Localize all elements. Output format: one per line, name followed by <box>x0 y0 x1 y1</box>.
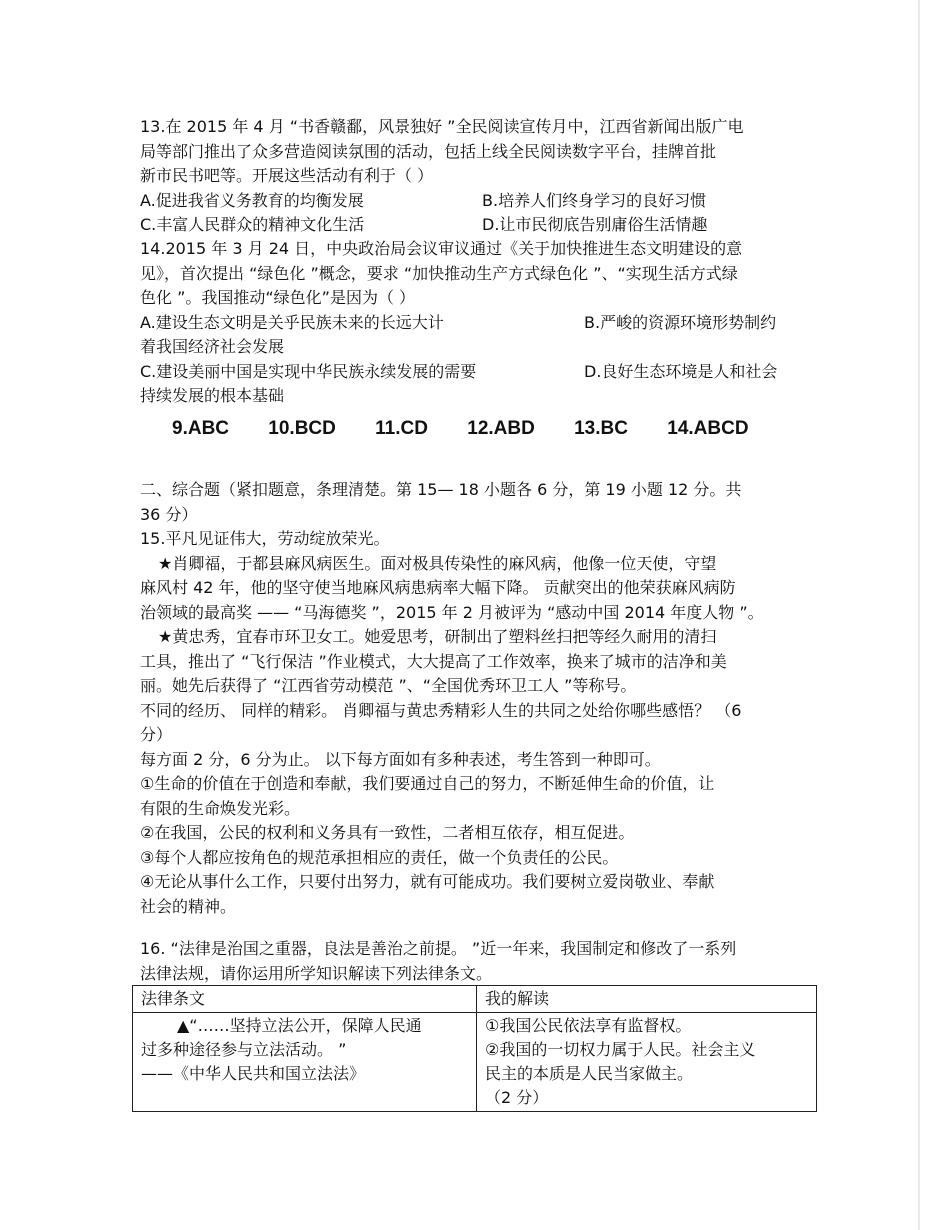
q15-para1-line: 麻风村 42 年，他的坚守使当地麻风病患病率大幅下降。 贡献突出的他荣获麻风病防 <box>140 578 736 597</box>
interpretation-line: ②我国的一切权力属于人民。社会主义 <box>485 1040 756 1059</box>
answer-13: 13.BC <box>574 418 628 439</box>
answer-9: 9.ABC <box>172 418 230 439</box>
answer-12: 12.ABD <box>467 418 535 439</box>
q14-option-a: A.建设生态文明是关乎民族未来的长远大计 <box>140 312 444 332</box>
answer-14: 14.ABCD <box>667 418 749 439</box>
law-text-line: 过多种途径参与立法活动。 ” <box>141 1040 347 1059</box>
spacer <box>141 1086 468 1110</box>
q13-stem-line: 13.在 2015 年 4 月 “书香赣鄱，风景独好 ”全民阅读宣传月中，江西省新闻出版广电 <box>140 117 744 136</box>
q16-stem-line: 16. “法律是治国之重器，良法是善治之前提。 ”近一年来，我国制定和修改了一系列 <box>140 939 737 958</box>
q14-option-d-cont: 持续发展的根本基础 <box>140 386 285 405</box>
interpretation-line: 民主的本质是人民当家做主。 <box>485 1064 694 1083</box>
q15-question-line: 分） <box>140 725 173 744</box>
section-2 <box>140 478 810 919</box>
interpretation-line: ①我国公民依法享有监督权。 <box>485 1016 692 1035</box>
q15-answer-point: 社会的精神。 <box>140 896 237 916</box>
answer-key <box>172 418 783 440</box>
q13-option-row <box>140 213 810 238</box>
q13-stem-line: 新市民书吧等。开展这些活动有利于（ ） <box>140 166 434 185</box>
question-13 <box>140 115 810 238</box>
law-source-line: ——《中华人民共和国立法法》 <box>141 1064 366 1083</box>
q15-scoring-note: 每方面 2 分，6 分为止。 以下每方面如有多种表述，考生答到一种即可。 <box>140 749 661 769</box>
answer-10: 10.BCD <box>268 418 336 439</box>
q14-stem-line: 见》，首次提出 “绿色化 ”概念，要求 “加快推动生产方式绿色化 ”、“实现生活方式绿 <box>140 263 738 283</box>
interpretation-cell <box>477 1013 817 1112</box>
interpretation-score: （2 分） <box>485 1088 549 1107</box>
q14-option-row <box>140 384 810 409</box>
q14-option-row <box>140 360 810 385</box>
q15-answer-point: ②在我国，公民的权利和义务具有一致性，二者相互依存，相互促进。 <box>140 823 635 842</box>
section-heading-line: 二、综合题（紧扣题意，条理清楚。第 15— 18 小题各 6 分，第 19 小题 12 分。共 <box>140 480 742 499</box>
q14-option-d: D.良好生态环境是人和社会 <box>584 361 778 381</box>
q15-answer-point: 有限的生命焕发光彩。 <box>140 798 301 818</box>
q13-option-d: D.让市民彻底告别庸俗生活情趣 <box>482 215 708 234</box>
q14-stem-line: 色化 ”。我国推动“绿色化”是因为（ ） <box>140 288 416 307</box>
q15-title: 15.平凡见证伟大，劳动绽放荣光。 <box>140 529 390 548</box>
q15-answer-point: ④无论从事什么工作，只要付出努力，就有可能成功。我们要树立爱岗敬业、奉献 <box>140 872 715 891</box>
q13-option-a: A.促进我省义务教育的均衡发展 <box>140 190 364 210</box>
answer-11: 11.CD <box>375 418 428 439</box>
law-table <box>132 985 817 1112</box>
page-edge <box>918 0 920 1230</box>
law-text-cell <box>133 1013 477 1112</box>
table-header-law: 法律条文 <box>133 986 477 1013</box>
question-14 <box>140 237 810 409</box>
q15-para1-line: 治领域的最高奖 —— “马海德奖 ”，2015 年 2 月被评为 “感动中国 2014 年度人物 ”。 <box>140 602 764 622</box>
q15-answer-point: ①生命的价值在于创造和奉献，我们要通过自己的努力，不断延伸生命的价值，让 <box>140 774 715 793</box>
law-text-line: ▲“……坚持立法公开，保障人民通 <box>177 1016 422 1035</box>
q15-para2-line: 丽。她先后获得了 “江西省劳动模范 ”、“全国优秀环卫工人 ”等称号。 <box>140 676 637 695</box>
q13-stem-line: 局等部门推出了众多营造阅读氛围的活动，包括上线全民阅读数字平台，挂牌首批 <box>140 141 717 161</box>
q14-option-row <box>140 335 810 360</box>
q15-answer-point: ③每个人都应按角色的规范承担相应的责任，做一个负责任的公民。 <box>140 847 619 867</box>
q14-option-row <box>140 311 810 336</box>
q14-stem-line: 14.2015 年 3 月 24 日，中央政治局会议审议通过《关于加快推进生态文明建设的意 <box>140 239 743 258</box>
q13-option-c: C.丰富人民群众的精神文化生活 <box>140 215 365 234</box>
q13-option-row <box>140 189 810 214</box>
table-row <box>133 1013 817 1112</box>
q14-option-c: C.建设美丽中国是实现中华民族永续发展的需要 <box>140 361 477 381</box>
q16-stem-line: 法律法规，请你运用所学知识解读下列法律条文。 <box>140 963 493 983</box>
q13-option-b: B.培养人们终身学习的良好习惯 <box>482 190 707 210</box>
q15-para2-line: 工具，推出了 “飞行保洁 ”作业模式，大大提高了工作效率，换来了城市的洁净和美 <box>140 651 727 671</box>
question-16 <box>140 937 810 986</box>
q14-option-b-cont: 着我国经济社会发展 <box>140 337 285 356</box>
section-heading-line: 36 分） <box>140 504 198 524</box>
q15-question-line: 不同的经历、 同样的精彩。 肖卿福与黄忠秀精彩人生的共同之处给你哪些感悟？ （6 <box>140 700 742 720</box>
q14-option-b: B.严峻的资源环境形势制约 <box>584 312 777 332</box>
q15-para1-line: ★肖卿福，于都县麻风病医生。面对极具传染性的麻风病，他像一位天使，守望 <box>158 553 717 573</box>
q15-para2-line: ★黄忠秀，宜春市环卫女工。她爱思考，研制出了塑料丝扫把等经久耐用的清扫 <box>158 627 717 646</box>
table-header-row <box>133 986 817 1013</box>
table-header-interpretation: 我的解读 <box>477 986 817 1013</box>
